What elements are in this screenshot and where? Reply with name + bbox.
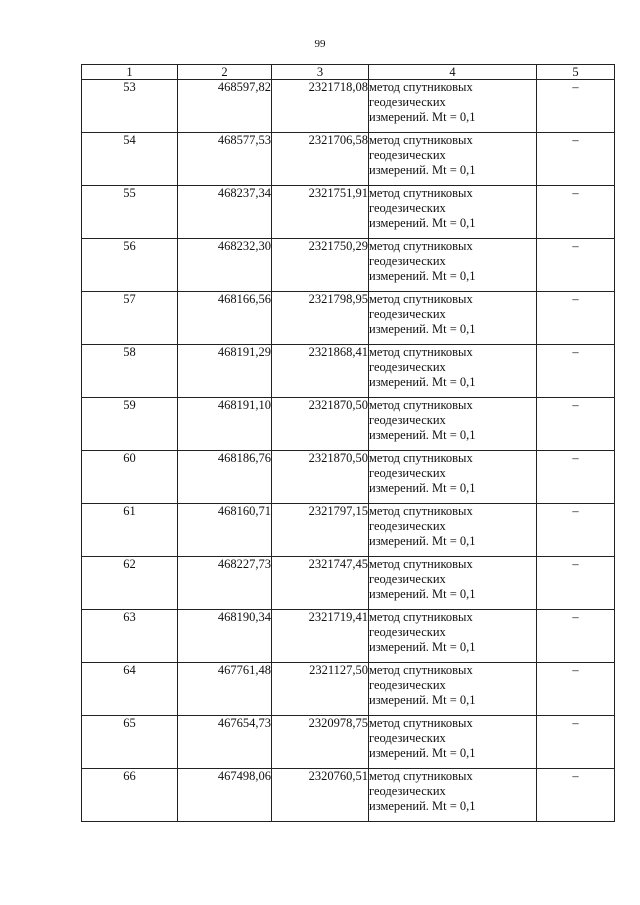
table-row — [82, 769, 615, 822]
method-line: измерений. Mt = 0,1 — [369, 216, 476, 230]
method-line: измерений. Mt = 0,1 — [369, 375, 476, 389]
method-line: метод спутниковых — [369, 186, 473, 200]
coordinate-x-cell: 468186,76 — [178, 451, 272, 504]
method-line: геодезических — [369, 678, 446, 692]
coordinate-x-cell: 468160,71 — [178, 504, 272, 557]
note-cell: – — [537, 398, 615, 451]
coordinate-y-cell: 2321750,29 — [272, 239, 369, 292]
coordinate-y-cell: 2321868,41 — [272, 345, 369, 398]
method-line: метод спутниковых — [369, 663, 473, 677]
point-number-cell: 56 — [82, 239, 178, 292]
method-cell — [369, 239, 537, 292]
note-cell: – — [537, 345, 615, 398]
method-cell — [369, 186, 537, 239]
header-cell: 4 — [369, 65, 537, 80]
table-row — [82, 504, 615, 557]
method-line: метод спутниковых — [369, 610, 473, 624]
coordinates-table — [81, 64, 615, 822]
table-row — [82, 398, 615, 451]
header-cell: 2 — [178, 65, 272, 80]
point-number-cell: 62 — [82, 557, 178, 610]
method-line: измерений. Mt = 0,1 — [369, 163, 476, 177]
coordinate-x-cell: 468227,73 — [178, 557, 272, 610]
method-line: метод спутниковых — [369, 504, 473, 518]
header-cell: 5 — [537, 65, 615, 80]
table-body — [82, 80, 615, 822]
page-number: 99 — [314, 38, 326, 50]
method-line: геодезических — [369, 784, 446, 798]
coordinate-x-cell: 467654,73 — [178, 716, 272, 769]
table-row — [82, 451, 615, 504]
coordinate-x-cell: 468232,30 — [178, 239, 272, 292]
note-cell: – — [537, 504, 615, 557]
note-cell: – — [537, 239, 615, 292]
method-cell — [369, 557, 537, 610]
table-header-row — [82, 65, 615, 80]
method-line: метод спутниковых — [369, 716, 473, 730]
coordinate-y-cell: 2321719,41 — [272, 610, 369, 663]
method-line: геодезических — [369, 519, 446, 533]
method-cell — [369, 292, 537, 345]
method-line: метод спутниковых — [369, 451, 473, 465]
method-line: измерений. Mt = 0,1 — [369, 322, 476, 336]
point-number-cell: 65 — [82, 716, 178, 769]
method-line: геодезических — [369, 413, 446, 427]
method-line: измерений. Mt = 0,1 — [369, 481, 476, 495]
coordinate-y-cell: 2320760,51 — [272, 769, 369, 822]
table-row — [82, 292, 615, 345]
point-number-cell: 58 — [82, 345, 178, 398]
header-cell: 3 — [272, 65, 369, 80]
table-row — [82, 239, 615, 292]
table-row — [82, 610, 615, 663]
point-number-cell: 60 — [82, 451, 178, 504]
coordinate-x-cell: 468577,53 — [178, 133, 272, 186]
method-line: измерений. Mt = 0,1 — [369, 746, 476, 760]
method-line: геодезических — [369, 731, 446, 745]
point-number-cell: 54 — [82, 133, 178, 186]
coordinate-y-cell: 2321870,50 — [272, 398, 369, 451]
table-row — [82, 716, 615, 769]
note-cell: – — [537, 610, 615, 663]
method-cell — [369, 663, 537, 716]
point-number-cell: 66 — [82, 769, 178, 822]
method-line: измерений. Mt = 0,1 — [369, 799, 476, 813]
method-line: геодезических — [369, 95, 446, 109]
table-row — [82, 663, 615, 716]
coordinate-x-cell: 468191,29 — [178, 345, 272, 398]
point-number-cell: 64 — [82, 663, 178, 716]
method-line: метод спутниковых — [369, 80, 473, 94]
coordinate-y-cell: 2321751,91 — [272, 186, 369, 239]
method-line: геодезических — [369, 254, 446, 268]
table-row — [82, 186, 615, 239]
table-row — [82, 557, 615, 610]
method-cell — [369, 345, 537, 398]
coordinate-y-cell: 2321718,08 — [272, 80, 369, 133]
method-line: метод спутниковых — [369, 769, 473, 783]
note-cell: – — [537, 716, 615, 769]
method-line: метод спутниковых — [369, 133, 473, 147]
method-cell — [369, 80, 537, 133]
point-number-cell: 59 — [82, 398, 178, 451]
method-line: измерений. Mt = 0,1 — [369, 640, 476, 654]
method-line: геодезических — [369, 201, 446, 215]
method-line: геодезических — [369, 572, 446, 586]
point-number-cell: 57 — [82, 292, 178, 345]
point-number-cell: 55 — [82, 186, 178, 239]
note-cell: – — [537, 292, 615, 345]
note-cell: – — [537, 80, 615, 133]
method-line: измерений. Mt = 0,1 — [369, 110, 476, 124]
note-cell: – — [537, 663, 615, 716]
note-cell: – — [537, 133, 615, 186]
method-line: геодезических — [369, 307, 446, 321]
table-row — [82, 345, 615, 398]
coordinate-x-cell: 467761,48 — [178, 663, 272, 716]
coordinate-y-cell: 2320978,75 — [272, 716, 369, 769]
coordinate-x-cell: 468237,34 — [178, 186, 272, 239]
point-number-cell: 61 — [82, 504, 178, 557]
coordinate-y-cell: 2321127,50 — [272, 663, 369, 716]
coordinate-y-cell: 2321797,15 — [272, 504, 369, 557]
method-cell — [369, 398, 537, 451]
note-cell: – — [537, 769, 615, 822]
method-cell — [369, 451, 537, 504]
method-cell — [369, 610, 537, 663]
method-cell — [369, 769, 537, 822]
method-cell — [369, 716, 537, 769]
coordinate-x-cell: 468597,82 — [178, 80, 272, 133]
note-cell: – — [537, 557, 615, 610]
header-cell: 1 — [82, 65, 178, 80]
coordinate-y-cell: 2321747,45 — [272, 557, 369, 610]
method-line: метод спутниковых — [369, 292, 473, 306]
method-line: измерений. Mt = 0,1 — [369, 534, 476, 548]
coordinate-y-cell: 2321798,95 — [272, 292, 369, 345]
coordinate-x-cell: 468191,10 — [178, 398, 272, 451]
note-cell: – — [537, 451, 615, 504]
coordinate-x-cell: 468166,56 — [178, 292, 272, 345]
method-line: метод спутниковых — [369, 345, 473, 359]
coordinate-y-cell: 2321706,58 — [272, 133, 369, 186]
note-cell: – — [537, 186, 615, 239]
method-line: геодезических — [369, 148, 446, 162]
coordinate-y-cell: 2321870,50 — [272, 451, 369, 504]
coordinate-x-cell: 467498,06 — [178, 769, 272, 822]
method-line: метод спутниковых — [369, 239, 473, 253]
table-row — [82, 80, 615, 133]
method-line: измерений. Mt = 0,1 — [369, 269, 476, 283]
point-number-cell: 63 — [82, 610, 178, 663]
method-line: геодезических — [369, 625, 446, 639]
method-line: геодезических — [369, 466, 446, 480]
table-row — [82, 133, 615, 186]
method-line: измерений. Mt = 0,1 — [369, 693, 476, 707]
point-number-cell: 53 — [82, 80, 178, 133]
method-cell — [369, 504, 537, 557]
method-line: измерений. Mt = 0,1 — [369, 587, 476, 601]
method-line: геодезических — [369, 360, 446, 374]
coordinate-x-cell: 468190,34 — [178, 610, 272, 663]
method-line: измерений. Mt = 0,1 — [369, 428, 476, 442]
method-line: метод спутниковых — [369, 557, 473, 571]
method-cell — [369, 133, 537, 186]
method-line: метод спутниковых — [369, 398, 473, 412]
